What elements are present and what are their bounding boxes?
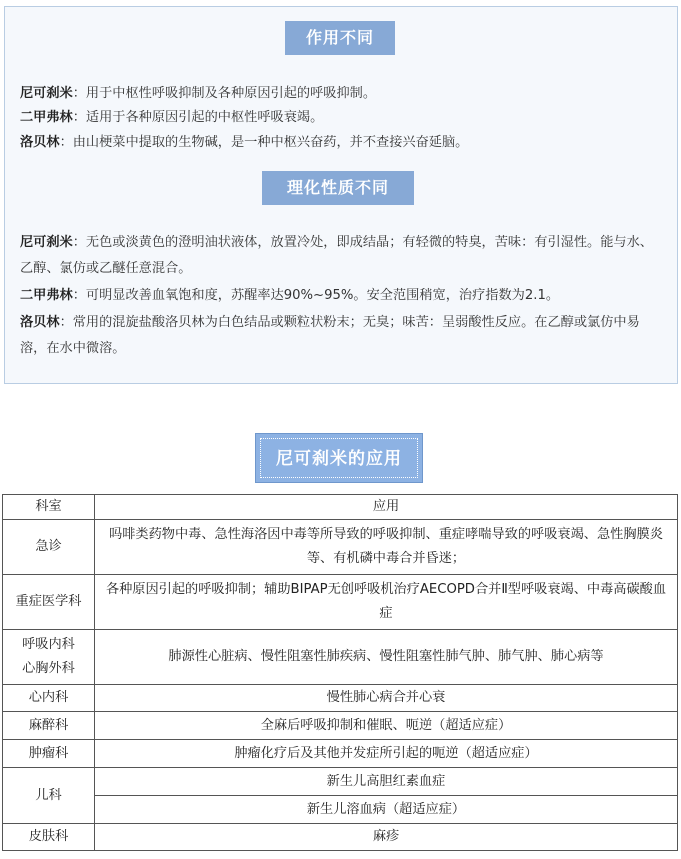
- row-use: 肿瘤化疗后及其他并发症所引起的呃逆（超适应症）: [95, 740, 678, 768]
- term: 二甲弗林: [20, 110, 73, 125]
- desc: ：用于中枢性呼吸抑制及各种原因引起的呼吸抑制。: [72, 86, 377, 101]
- row-use: 麻疹: [95, 824, 678, 851]
- row-use: 各种原因引起的呼吸抑制；辅助BIPAP无创呼吸机治疗AECOPD合并Ⅱ型呼吸衰竭、中毒高碳酸血症: [95, 575, 678, 630]
- desc: ：适用于各种原因引起的中枢性呼吸衰竭。: [72, 110, 324, 125]
- section-title-application-text: 尼可刹米的应用: [260, 438, 418, 478]
- effect-item-nikethamide: [20, 81, 660, 107]
- table-row: [3, 768, 678, 796]
- application-table: [2, 494, 678, 851]
- row-dept: 心内科: [3, 685, 95, 712]
- table-row: [3, 796, 678, 824]
- section-title-effect: 作用不同: [285, 21, 395, 55]
- section-title-application: [255, 433, 423, 483]
- row-use: 肺源性心脏病、慢性阻塞性肺疾病、慢性阻塞性肺气肿、肺气肿、肺心病等: [95, 630, 678, 685]
- row-use: 新生儿溶血病（超适应症）: [95, 796, 678, 824]
- property-item-lobeline: [20, 310, 660, 362]
- row-dept: 儿科: [3, 768, 95, 824]
- row-dept: 重症医学科: [3, 575, 95, 630]
- term: 尼可刹米: [20, 86, 73, 101]
- header-dept: 科室: [3, 495, 95, 520]
- table-row: [3, 712, 678, 740]
- table-row: [3, 740, 678, 768]
- table-row: [3, 630, 678, 685]
- dept-line: 呼吸内科: [22, 637, 75, 652]
- table-header-row: [3, 495, 678, 520]
- term: 洛贝林: [20, 135, 60, 150]
- table-row: [3, 685, 678, 712]
- row-use: 慢性肺心病合并心衰: [95, 685, 678, 712]
- property-item-dimefline: [20, 283, 660, 309]
- row-dept: 急诊: [3, 520, 95, 575]
- desc: ：无色或淡黄色的澄明油状液体，放置冷处，即成结晶；有轻微的特臭，苦味：有引湿性。能与水、乙醇、氯仿或乙醚任意混合。: [20, 235, 653, 276]
- header-use: 应用: [95, 495, 678, 520]
- term: 二甲弗林: [20, 288, 73, 303]
- effect-item-lobeline: [20, 130, 660, 156]
- row-dept: 肿瘤科: [3, 740, 95, 768]
- table-row: [3, 824, 678, 851]
- row-dept: 皮肤科: [3, 824, 95, 851]
- row-use: 新生儿高胆红素血症: [95, 768, 678, 796]
- desc: ：常用的混旋盐酸洛贝林为白色结品或颗粒状粉末；无臭；味苦：呈弱酸性反应。在乙醇或氯仿中易溶，在水中微溶。: [20, 315, 640, 356]
- row-use: 全麻后呼吸抑制和催眠、呃逆（超适应症）: [95, 712, 678, 740]
- table-row: [3, 575, 678, 630]
- dept-line: 心胸外科: [22, 661, 75, 676]
- property-item-nikethamide: [20, 230, 660, 282]
- term: 洛贝林: [20, 315, 60, 330]
- desc: ：由山梗菜中提取的生物碱，是一种中枢兴奋药，并不查接兴奋延脑。: [59, 135, 469, 150]
- row-use: 吗啡类药物中毒、急性海洛因中毒等所导致的呼吸抑制、重症哮喘导致的呼吸衰竭、急性胸膜炎等、有机磷中毒合并昏迷；: [95, 520, 678, 575]
- row-dept: 麻醉科: [3, 712, 95, 740]
- row-dept: [3, 630, 95, 685]
- effect-item-dimefline: [20, 105, 660, 131]
- term: 尼可刹米: [20, 235, 73, 250]
- desc: ：可明显改善血氧饱和度，苏醒率达90%~95%。安全范围稍宽，治疗指数为2.1。: [72, 288, 560, 303]
- table-row: [3, 520, 678, 575]
- section-title-properties: 理化性质不同: [262, 171, 414, 205]
